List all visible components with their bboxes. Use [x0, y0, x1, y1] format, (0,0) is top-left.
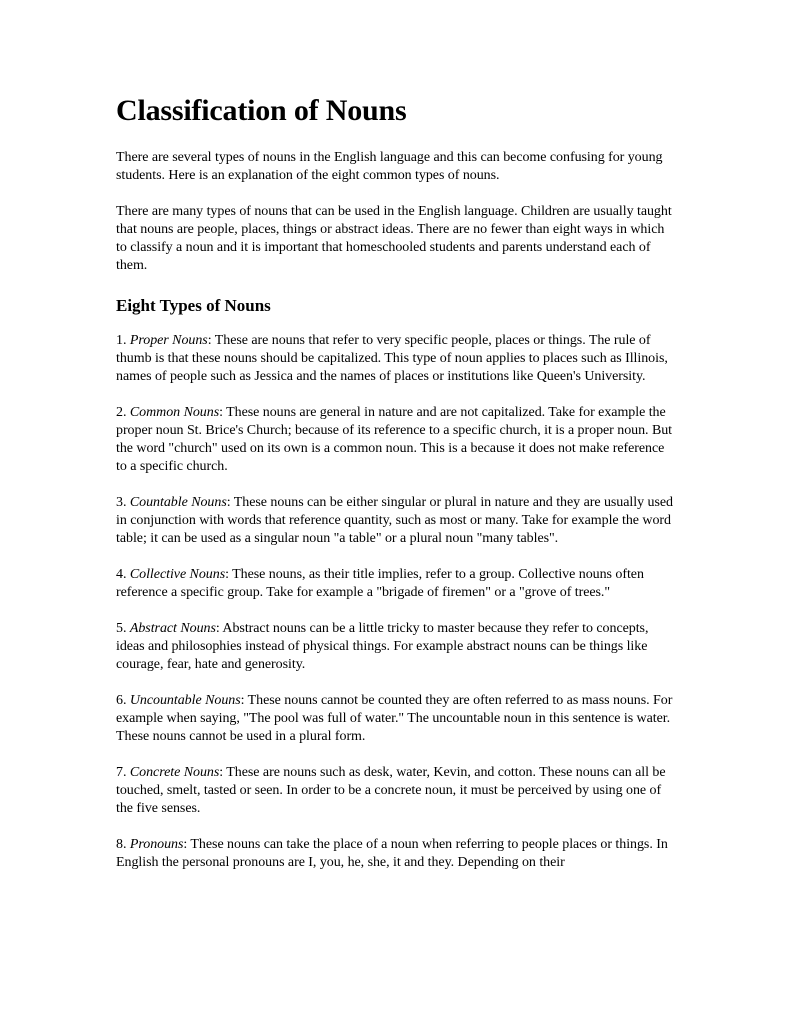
item-description: : These nouns can take the place of a noun when referring to people places or things. In English the personal pronouns are I, you, he, she, it and they. Depending on their	[116, 837, 668, 870]
item-term: Abstract Nouns	[129, 621, 216, 636]
item-term: Countable Nouns	[129, 495, 227, 510]
document-page	[116, 92, 676, 890]
intro-paragraph-2: There are many types of nouns that can be used in the English language. Children are usually taught that nouns are people, places, things or abstract ideas. There are no fewer than eight ways in which to classify a noun and it is important that homeschooled students and parents understand each of them.	[116, 204, 672, 273]
item-term: Common Nouns	[129, 405, 220, 420]
item-term: Concrete Nouns	[129, 765, 220, 780]
item-number: 1.	[116, 333, 130, 348]
item-number: 7.	[116, 765, 130, 780]
intro-paragraph-1: There are several types of nouns in the English language and this can become confusing for young students. Here is an explanation of the eight common types of nouns.	[116, 150, 663, 183]
item-term: Pronouns	[129, 837, 184, 852]
noun-type-item-8	[116, 836, 676, 872]
item-number: 6.	[116, 693, 130, 708]
item-description: : These are nouns such as desk, water, Kevin, and cotton. These nouns can all be touched, smelt, tasted or seen. In order to be a concrete noun, it must be perceived by using one of the five senses.	[116, 765, 666, 816]
item-term: Collective Nouns	[129, 567, 226, 582]
item-number: 3.	[116, 495, 130, 510]
item-number: 2.	[116, 405, 130, 420]
item-description: : These are nouns that refer to very specific people, places or things. The rule of thumb is that these nouns should be capitalized. This type of noun applies to places such as Illinois, names of people such as Jessica and the names of places or institutions like Queen's University.	[116, 333, 668, 384]
item-term: Proper Nouns	[129, 333, 208, 348]
item-number: 8.	[116, 837, 130, 852]
item-number: 5.	[116, 621, 130, 636]
item-description: : These nouns cannot be counted they are often referred to as mass nouns. For example when saying, "The pool was full of water." The uncountable noun in this sentence is water. These nouns cannot be used in a plural form.	[116, 693, 673, 744]
noun-type-item-5	[116, 620, 676, 674]
item-description: : These nouns are general in nature and are not capitalized. Take for example the proper noun St. Brice's Church; because of its reference to a specific church, it is a proper noun. But the word "church" used on its own is a common noun. This is a because it does not make reference to a specific church.	[116, 405, 673, 474]
noun-type-item-1	[116, 332, 676, 386]
item-term: Uncountable Nouns	[129, 693, 241, 708]
noun-type-item-3	[116, 494, 676, 548]
noun-type-item-2	[116, 404, 676, 476]
item-description: : These nouns can be either singular or plural in nature and they are usually used in conjunction with words that reference quantity, such as most or many. Take for example the word table; it can be used as a singular noun "a table" or a plural noun "many tables".	[116, 495, 673, 546]
section-heading: Eight Types of Nouns	[116, 296, 271, 315]
item-description: : Abstract nouns can be a little tricky to master because they refer to concepts, ideas and philosophies instead of physical things. For example abstract nouns can be things like courage, fear, hate and generosity.	[116, 621, 649, 672]
noun-type-item-7	[116, 764, 676, 818]
noun-type-item-6	[116, 692, 676, 746]
item-number: 4.	[116, 567, 130, 582]
noun-type-item-4	[116, 566, 676, 602]
item-description: : These nouns, as their title implies, refer to a group. Collective nouns often reference a specific group. Take for example a "brigade of firemen" or a "grove of trees."	[116, 567, 644, 600]
document-title: Classification of Nouns	[116, 94, 407, 127]
